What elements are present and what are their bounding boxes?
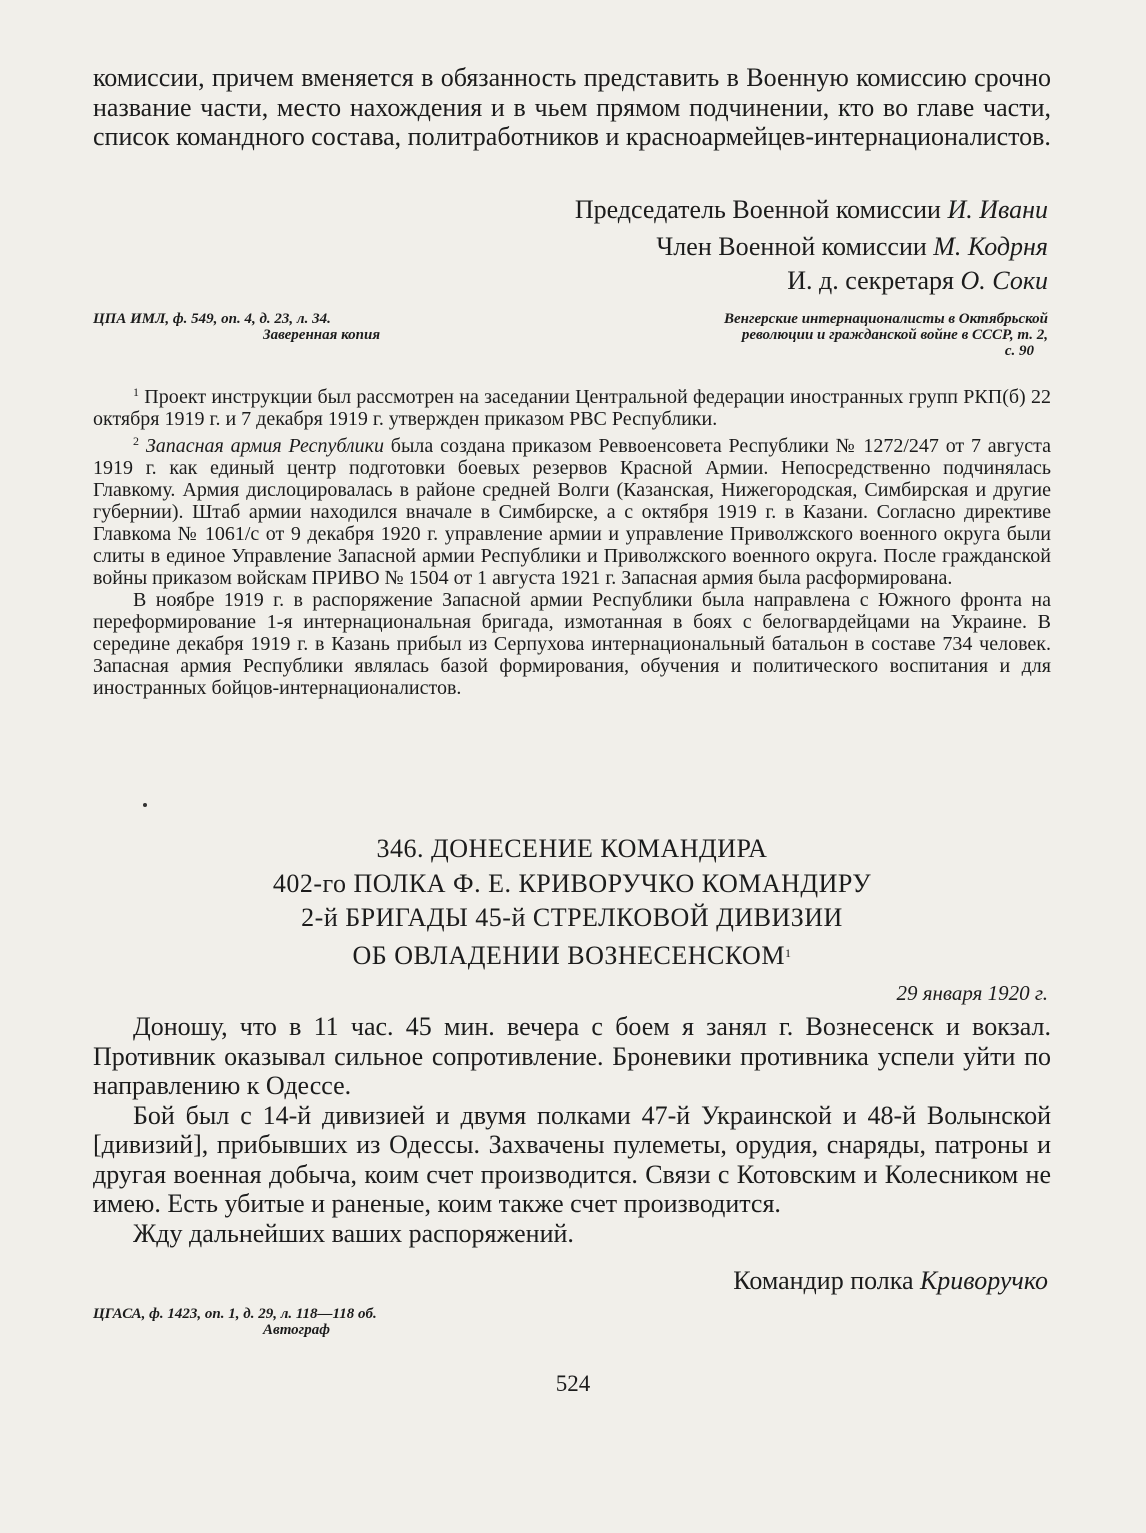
document-heading: 346. ДОНЕСЕНИЕ КОМАНДИРА 402-го ПОЛКА Ф. Е. КРИВОРУЧКО КОМАНДИРУ 2-й БРИГАДЫ 45-й СТРЕЛКОВОЙ ДИВИЗИИ ОБ ОВЛАДЕНИИ ВОЗНЕСЕНСКОМ$^1$ xyxy=(272,834,872,970)
stray-mark xyxy=(143,803,147,807)
signature-secretary: И. д. секретаря О. Соки xyxy=(787,266,1048,295)
footnote-2-paragraph-2: В ноябре 1919 г. в распоряжение Запасной армии Республики была направлена с Южного фронта на переформирование 1-я интернациональная бригада, измотанная в боях с белогвардейцами на Украине. В середине декабря 1919 г. в Казань прибыл из Серпухова интернациональный батальон в составе 734 человек. Запасная армия Республики являлась базой формирования, обучения и политического воспитания и для иностранных бойцов-интернационалистов. xyxy=(93,589,1051,699)
archive-source-document: ЦГАСА, ф. 1423, оп. 1, д. 29, л. 118—118 об. Автограф xyxy=(93,1306,377,1338)
top-paragraph: комиссии, причем вменяется в обязанность представить в Военную комиссию срочно название части, место нахождения и в чьем прямом подчинении, кто во главе части, список командного состава, политработников и красноармейцев-интернационалистов. xyxy=(93,63,1051,151)
footnotes xyxy=(93,381,1051,699)
signature-member: Член Военной комиссии М. Кодрня xyxy=(656,232,1048,261)
page-number: 524 xyxy=(555,1371,591,1396)
document-body: Доношу, что в 11 час. 45 мин. вечера с боем я занял г. Вознесенск и вокзал. Противник оказывал сильное сопротивление. Броневики противника успели уйти по направлению к Одессе. Бой был с 14-й дивизией и двумя полками 47-й Украинской и 48-й Волынской [дивизий], прибывших из Одессы. Захвачены пулеметы, орудия, снаряды, патроны и другая военная добыча, коим счет производится. Связи с Котовским и Колесником не имею. Есть убитые и раненые, коим также счет производится. Жду дальнейших ваших распоряжений. xyxy=(93,1012,1051,1248)
footnote-2: $^2$ Запасная армия Республики была создана приказом Реввоенсовета Республики № 1272/247 от 7 августа 1919 г. как единый центр подготовки боевых резервов Красной Армии. Непосредственно подчинялась Главкому. Армия дислоцировалась в районе средней Волги (Казанская, Нижегородская, Симбирская и другие губернии). Штаб армии находился вначале в Симбирске, а с октября 1919 г. в Казани. Согласно директиве Главкома № 1061/с от 9 декабря 1920 г. управление армии и управление Приволжского военного округа были слиты в единое Управление Запасной армии Республики и Приволжского военного округа. После гражданской войны приказом войскам ПРИВО № 1504 от 1 августа 1921 г. Запасная армия была расформирована. xyxy=(93,434,1052,589)
archive-source-left: ЦПА ИМЛ, ф. 549, оп. 4, д. 23, л. 34. Заверенная копия xyxy=(93,311,381,343)
footnote-1: $^1$ Проект инструкции был рассмотрен на заседании Центральной федерации иностранных групп РКП(б) 22 октября 1919 г. и 7 декабря 1919 г. утвержден приказом РВС Республики. xyxy=(93,385,1051,430)
archive-source-right: Венгерские интернационалисты в Октябрьской революции и гражданской войне в СССР, т. 2, с. 90 xyxy=(724,311,1048,359)
signature-chairman: Председатель Военной комиссии И. Ивани xyxy=(574,195,1048,224)
document-date: 29 января 1920 г. xyxy=(896,981,1048,1005)
signature-commander: Командир полка Криворучко xyxy=(733,1266,1048,1295)
